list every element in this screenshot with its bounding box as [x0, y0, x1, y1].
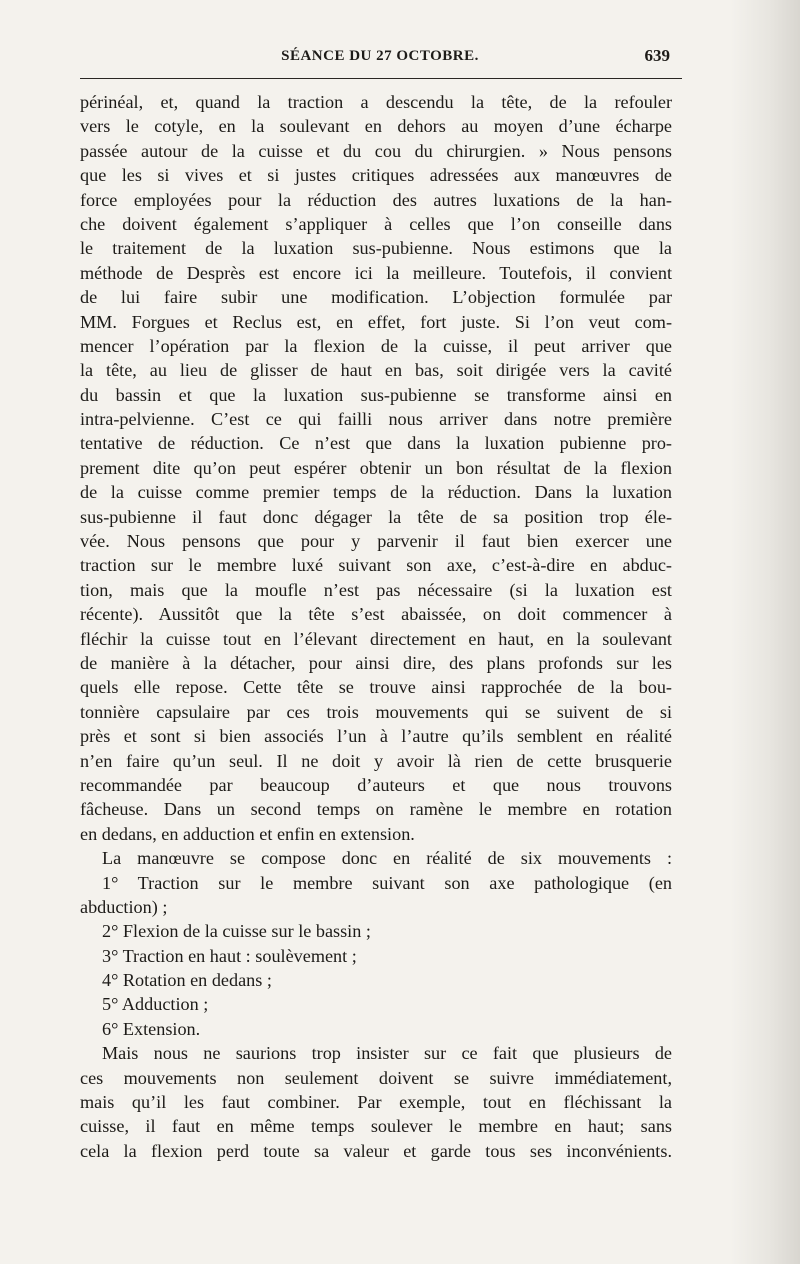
text-line: n’en faire qu’un seul. Il ne doit y avoir là rien de cette brusquerie [80, 750, 672, 771]
text-line: de manière à la détacher, pour ainsi dire, des plans profonds sur les [80, 652, 672, 673]
list-item-continuation: abduction) ; [80, 896, 168, 917]
text-line: de la cuisse comme premier temps de la réduction. Dans la luxation [80, 482, 672, 503]
text-line: prement dite qu’on peut espérer obtenir un bon résultat de la flexion [80, 457, 672, 478]
list-item: 6° Extension. [102, 1018, 201, 1039]
text-line: méthode de Desprès est encore ici la meilleure. Toutefois, il convient [80, 262, 672, 283]
text-line: cuisse, il faut en même temps soulever le membre en haut; sans [80, 1116, 672, 1137]
text-line: la tête, au lieu de glisser de haut en bas, soit dirigée vers la cavité [80, 360, 672, 381]
text-line: tion, mais que la moufle n’est pas nécessaire (si la luxation est [80, 579, 672, 600]
list-item: 5° Adduction ; [102, 994, 209, 1015]
text-line: en dedans, en adduction et enfin en extension. [80, 823, 415, 844]
text-line: récente). Aussitôt que la tête s’est abaissée, on doit commencer à [80, 604, 672, 625]
text-line: traction sur le membre luxé suivant son axe, c’est-à-dire en abduc- [80, 555, 672, 576]
list-item: 4° Rotation en dedans ; [102, 970, 272, 991]
text-line: du bassin et que la luxation sus-pubienne se transforme ainsi en [80, 384, 672, 405]
text-line: quels elle repose. Cette tête se trouve ainsi rapprochée de la bou- [80, 677, 672, 698]
page-number: 639 [644, 46, 670, 65]
text-line: mencer l’opération par la flexion de la cuisse, il peut arriver que [80, 335, 672, 356]
text-line: vers le cotyle, en la soulevant en dehors au moyen d’une écharpe [80, 116, 672, 137]
text-line: périnéal, et, quand la traction a descendu la tête, de la refouler [80, 92, 672, 112]
text-line: de lui faire subir une modification. L’objection formulée par [80, 287, 672, 308]
list-item: 2° Flexion de la cuisse sur le bassin ; [102, 921, 371, 942]
text-line: près et sont si bien associés l’un à l’autre qu’ils semblent en réalité [80, 726, 672, 747]
text-line: intra-pelvienne. C’est ce qui failli nous arriver dans notre première [80, 409, 672, 430]
text-line: que les si vives et si justes critiques adressées aux manœuvres de [80, 165, 672, 186]
list-item: 3° Traction en haut : soulèvement ; [102, 945, 357, 966]
running-header [80, 44, 680, 74]
text-line: vée. Nous pensons que pour y parvenir il faut bien exercer une [80, 531, 672, 552]
text-line: ces mouvements non seulement doivent se suivre immédiatement, [80, 1067, 672, 1088]
text-line: sus-pubienne il faut donc dégager la tête de sa position trop éle- [80, 506, 672, 527]
text-line: force employées pour la réduction des autres luxations de la han- [80, 189, 672, 210]
text-line: le traitement de la luxation sus-pubienne. Nous estimons que la [80, 238, 672, 259]
text-line: Mais nous ne saurions trop insister sur ce fait que plusieurs de [102, 1043, 672, 1064]
text-line: che doivent également s’appliquer à celles que l’on conseille dans [80, 213, 672, 234]
text-line: passée autour de la cuisse et du cou du chirurgien. » Nous pensons [80, 140, 672, 161]
text-line: tentative de réduction. Ce n’est que dans la luxation pubienne pro- [80, 433, 672, 454]
list-item: 1° Traction sur le membre suivant son axe pathologique (en [102, 872, 672, 893]
text-line: recommandée par beaucoup d’auteurs et que nous trouvons [80, 774, 672, 795]
text-line: fâcheuse. Dans un second temps on ramène le membre en rotation [80, 799, 672, 820]
header-rule [80, 78, 682, 79]
text-line: fléchir la cuisse tout en l’élevant directement en haut, en la soulevant [80, 628, 672, 649]
text-line: MM. Forgues et Reclus est, en effet, fort juste. Si l’on veut com- [80, 311, 672, 332]
text-line: cela la flexion perd toute sa valeur et garde tous ses inconvénients. [80, 1140, 672, 1161]
header-title: SÉANCE DU 27 OCTOBRE. [281, 48, 479, 64]
text-line: La manœuvre se compose donc en réalité de six mouvements : [102, 848, 672, 869]
body-text [80, 90, 672, 1163]
text-line: tonnière capsulaire par ces trois mouvements qui se suivent de si [80, 701, 672, 722]
text-line: mais qu’il les faut combiner. Par exemple, tout en fléchissant la [80, 1092, 672, 1113]
